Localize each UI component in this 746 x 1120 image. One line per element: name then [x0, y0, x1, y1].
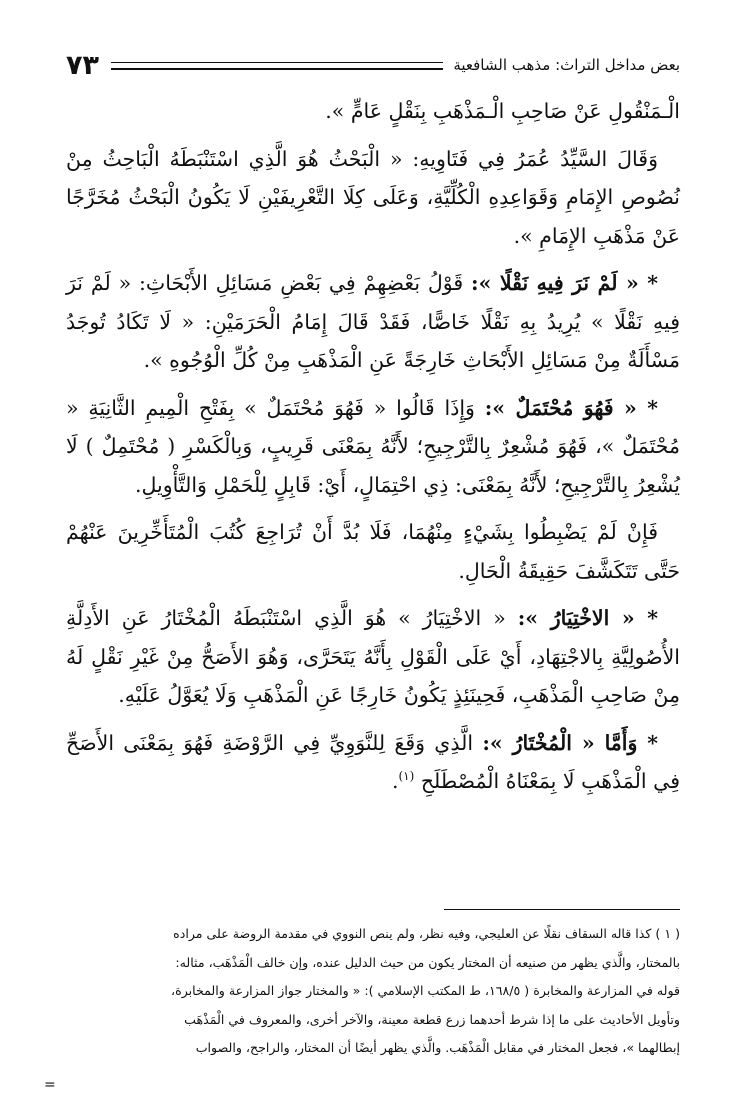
- footnote-line: بالمختار، والَّذي يظهر من صنيعه أن المختار يكون من حيث الدليل عنده، وإن خالف الْمَذْهَب، مثاله:: [175, 954, 680, 970]
- footnote-line: إبطالهما »، فجعل المختار في مقابل الْمَذْهَب. والَّذي يظهر أيضًا أن المختار، والراجح، والصواب: [195, 1040, 680, 1055]
- main-text: [66, 92, 680, 810]
- paragraph-3: [66, 264, 680, 380]
- term-heading: * وَأَمَّا « الْمُخْتَارُ »:: [482, 730, 658, 755]
- footnote-marker: (١): [398, 769, 415, 784]
- page-number: ٧٣: [66, 49, 99, 81]
- paragraph-text: الَّذِي وَقَعَ لِلنَّوَوِيِّ فِي الرَّوْضَةِ فَهُوَ بِمَعْنَى الأَصَحِّ فِي الْمَذْهَبِ لَا بِمَعْنَاهُ الْمُصْطَلَحِ: [66, 730, 680, 793]
- paragraph-2: وَقَالَ السَّيِّدُ عُمَرُ فِي فَتَاوِيهِ: « الْبَحْثُ هُوَ الَّذِي اسْتَنْبَطَهُ الْبَاحِثُ مِنْ نُصُوصِ الإِمَامِ وَقَوَاعِدِهِ الْكُلِّيَّةِ، وَعَلَى كِلَا التَّعْرِيفَيْنِ لَا يَكُونُ الْبَحْثُ مُخَرَّجًا عَنْ مَذْهَبِ الإِمَامِ ».: [66, 146, 680, 248]
- header-rule: [111, 62, 443, 70]
- term-heading: * « لَمْ نَرَ فِيهِ نَقْلًا »:: [471, 271, 658, 295]
- paragraph-text: « الاخْتِيَارُ » هُوَ الَّذِي اسْتَنْبَطَهُ الْمُخْتَارُ عَنِ الأَدِلَّةِ الأُصُولِيَّةِ بِالاجْتِهَادِ، أَيْ عَلَى الْقَوْلِ بِأَنَّهُ يَتَحَرَّى، وَهُوَ الأَصَحُّ مِنْ غَيْرِ نَقْلٍ لَهُ مِنْ صَاحِبِ الْمَذْهَبِ، فَحِينَئِذٍ يَكُونُ خَارِجًا عَنِ الْمَذْهَبِ وَلَا يُعَوَّلُ عَلَيْهِ.: [66, 606, 680, 707]
- term-heading: * « الاخْتِيَارُ »:: [517, 606, 658, 630]
- term-heading: * « فَهُوَ مُحْتَمَلٌ »:: [484, 395, 658, 420]
- page-header: [66, 48, 680, 82]
- footnote-line: قوله في المزارعة والمخابرة ( ١٦٨/٥، ط المكتب الإسلامي ): « والمختار جواز المزارعة والمخابرة،: [171, 983, 680, 998]
- footnote-line: وتأويل الأحاديث على ما إذا شرط أحدهما زرع قطعة معينة، والآخر أخرى، والمعروف في الْمَذْهَب: [184, 1011, 680, 1027]
- footnote-line: ( ١ ) كذا قاله السقاف نقلًا عن العليجي، وفيه نظر، ولم ينص النووي في مقدمة الروضة على مراده: [173, 926, 680, 941]
- paragraph-5: فَإِنْ لَمْ يَضْبِطُوا بِشَيْءٍ مِنْهُمَا، فَلَا بُدَّ أَنْ تُرَاجِعَ كُتُبَ الْمُتَأَخِّرِينَ عَنْهُمْ حَتَّى تَتَكَشَّفَ حَقِيقَةُ الْحَالِ.: [66, 520, 680, 583]
- footnotes: [66, 920, 680, 1063]
- paragraph-4: [66, 389, 680, 505]
- paragraph-text: قَوْلُ بَعْضِهِمْ فِي بَعْضِ مَسَائِلِ الأَبْحَاثِ: « لَمْ نَرَ فِيهِ نَقْلًا » يُرِيدُ بِهِ نَقْلًا خَاصًّا، فَقَدْ قَالَ إِمَامُ الْحَرَمَيْنِ: « لَا تَكَادُ تُوجَدُ مَسْأَلَةٌ مِنْ مَسَائِلِ الأَبْحَاثِ خَارِجَةً عَنِ الْمَذْهَبِ مِنْ كُلِّ الْوُجُوهِ ».: [66, 271, 680, 372]
- paragraph-end: .: [391, 769, 399, 793]
- footnote-separator: [444, 909, 680, 910]
- paragraph-6: [66, 599, 680, 715]
- continuation-mark: =: [44, 1077, 56, 1093]
- paragraph-1: الْـمَنْقُولِ عَنْ صَاحِبِ الْـمَذْهَبِ بِنَقْلٍ عَامٍّ ».: [325, 99, 680, 123]
- running-title: بعض مداخل التراث: مذهب الشافعية: [453, 56, 680, 74]
- paragraph-text: وَإِذَا قَالُوا « فَهُوَ مُحْتَمَلٌ » بِفَتْحِ الْمِيمِ الثَّانِيَةِ « مُحْتَمَلٌ »، فَهُوَ مُشْعِرٌ بِالتَّرْجِيحِ؛ لأَنَّهُ بِمَعْنَى قَرِيبٍ، وَبِالْكَسْرِ ( مُحْتَمِلٌ ) لَا يُشْعِرُ بِالتَّرْجِيحِ؛ لأَنَّهُ بِمَعْنَى: ذِي احْتِمَالٍ، أَيْ: قَابِلٍ لِلْحَمْلِ وَالتَّأْوِيلِ.: [66, 395, 680, 497]
- paragraph-7: [66, 724, 680, 801]
